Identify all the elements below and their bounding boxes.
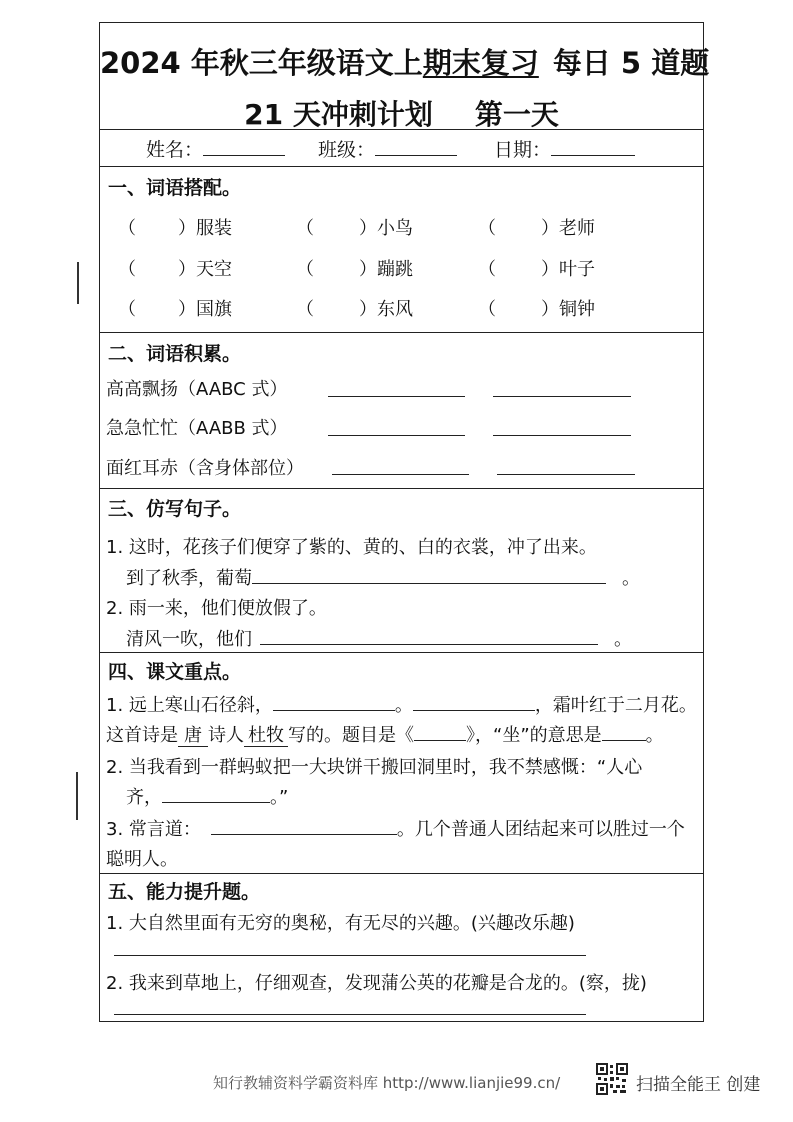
answer-blank[interactable] [328,395,465,397]
divider [100,652,703,653]
match-item [541,214,595,240]
divider [100,129,703,130]
match-item [118,214,136,240]
worksheet [99,22,710,1022]
answer-blank[interactable] [273,709,395,711]
match-word: ）天空 [178,259,232,280]
match-item [359,295,413,321]
text: 3. 常言道： [106,819,201,840]
class-field [318,135,457,162]
match-item [478,255,496,281]
qr-code-icon [596,1063,628,1095]
divider [100,488,703,489]
name-label: 姓名： [146,139,204,161]
scanner-brand: 扫描全能王 创建 [636,1075,761,1095]
section-4-title: 四、课文重点。 [108,661,242,683]
paren: （ [296,259,314,280]
footer-source: 知行教辅资料学霸资料库 http://www.lianjie99.cn/ [213,1074,561,1092]
answer-blank[interactable] [328,434,465,436]
divider [100,332,703,333]
vocab-prompt: 急急忙忙（AABB 式） [106,418,288,439]
question-text: 2. 我来到草地上，仔细观查，发现蒲公英的花瓣是合龙的。(察，拢) [106,973,647,994]
subtitle-left: 21 天冲刺计划 [244,98,433,131]
date-label: 日期： [494,139,552,161]
title-underlined: 期末复习 [422,46,539,80]
match-item [296,295,314,321]
paren: （ [478,259,496,280]
question-text: 1. 大自然里面有无穷的奥秘，有无尽的兴趣。(兴趣改乐趣) [106,913,575,934]
answer-blank[interactable] [114,954,586,956]
answer-blank[interactable] [252,582,606,584]
match-item [359,214,413,240]
vocab-row [106,454,304,480]
answer-blank[interactable] [211,833,397,835]
match-word: ）东风 [359,299,413,320]
match-item [118,295,136,321]
match-item [296,255,314,281]
section-1-title: 一、词语搭配。 [108,177,242,199]
divider [100,873,703,874]
paren: （ [478,218,496,239]
answer-blank[interactable] [602,739,646,741]
sentence-example: 1. 这时，花孩子们便穿了紫的、黄的、白的衣裳，冲了出来。 [106,537,597,558]
paren: （ [118,259,136,280]
match-item [359,255,413,281]
page-subtitle [100,93,703,133]
sentence-example: 2. 雨一来，他们便放假了。 [106,598,327,619]
text: 1. 远上寒山石径斜， [106,695,273,716]
title-plain: 2024 年秋三年级语文上 [100,46,423,80]
match-word: ）服装 [178,218,232,239]
text: 》，“坐”的意思是 [466,725,602,746]
title-tail: 每日 5 道题 [552,46,710,80]
paren: （ [296,299,314,320]
sentence-prompt [126,564,640,590]
page-title [100,41,710,82]
question-text: 2. 当我看到一群蚂蚁把一大块饼干搬回洞里时，我不禁感慨：“人心 [106,757,643,778]
paren: （ [118,218,136,239]
match-word: ）叶子 [541,259,595,280]
paren: （ [118,299,136,320]
class-blank[interactable] [375,154,457,156]
paren: （ [296,218,314,239]
period: 。 [614,629,632,650]
name-blank[interactable] [203,154,285,156]
text: 齐， [126,787,162,808]
divider [100,166,703,167]
answer-blank[interactable] [114,1013,586,1015]
period: 。 [622,568,640,589]
match-item [178,214,232,240]
answer-blank[interactable] [497,473,635,475]
text: 。” [270,787,289,808]
match-word: ）蹦跳 [359,259,413,280]
question-text [126,783,288,809]
date-blank[interactable] [551,154,635,156]
answer-blank[interactable] [493,434,631,436]
match-item [178,295,232,321]
poem-line [106,691,697,717]
prompt-text: 到了秋季，葡萄 [126,568,252,589]
name-field [146,135,285,162]
vocab-prompt: 面红耳赤（含身体部位） [106,458,304,479]
scan-mark-bottom [76,772,78,820]
vocab-prompt: 高高飘扬（AABC 式） [106,379,288,400]
text: 。几个普通人团结起来可以胜过一个 [396,819,685,840]
answer-blank[interactable] [413,709,535,711]
match-item [478,295,496,321]
match-item [541,255,595,281]
text: 写的。题目是《 [288,725,414,746]
text: 这首诗是 [106,725,178,746]
scan-mark-top [77,262,79,304]
question-text: 聪明人。 [106,849,178,870]
match-item [478,214,496,240]
answer-blank[interactable] [162,801,270,803]
answer-blank[interactable] [332,473,469,475]
match-item [541,295,595,321]
question-text [106,815,685,841]
match-item [178,255,232,281]
section-5-title: 五、能力提升题。 [108,881,261,903]
sentence-prompt [126,625,632,651]
class-label: 班级： [318,139,376,161]
match-word: ）小鸟 [359,218,413,239]
answer-blank[interactable] [493,395,631,397]
paren: （ [478,299,496,320]
poem-info [106,721,664,747]
match-word: ）铜钟 [541,299,595,320]
vocab-row [106,414,288,440]
match-item [118,255,136,281]
dynasty-answer: 唐 [178,725,208,747]
vocab-row [106,375,287,401]
section-2-title: 二、词语积累。 [108,343,242,365]
answer-blank[interactable] [260,643,598,645]
match-word: ）国旗 [178,299,232,320]
match-word: ）老师 [541,218,595,239]
text: ，霜叶红于二月花。 [534,695,697,716]
answer-blank[interactable] [414,739,466,741]
poet-answer: 杜牧 [244,725,288,747]
date-field [494,135,635,162]
subtitle-right: 第一天 [474,98,559,131]
text: 。 [394,695,413,716]
section-3-title: 三、仿写句子。 [108,498,242,520]
text: 。 [645,725,664,746]
prompt-text: 清风一吹，他们 [126,629,252,650]
text: 诗人 [208,725,244,746]
match-item [296,214,314,240]
